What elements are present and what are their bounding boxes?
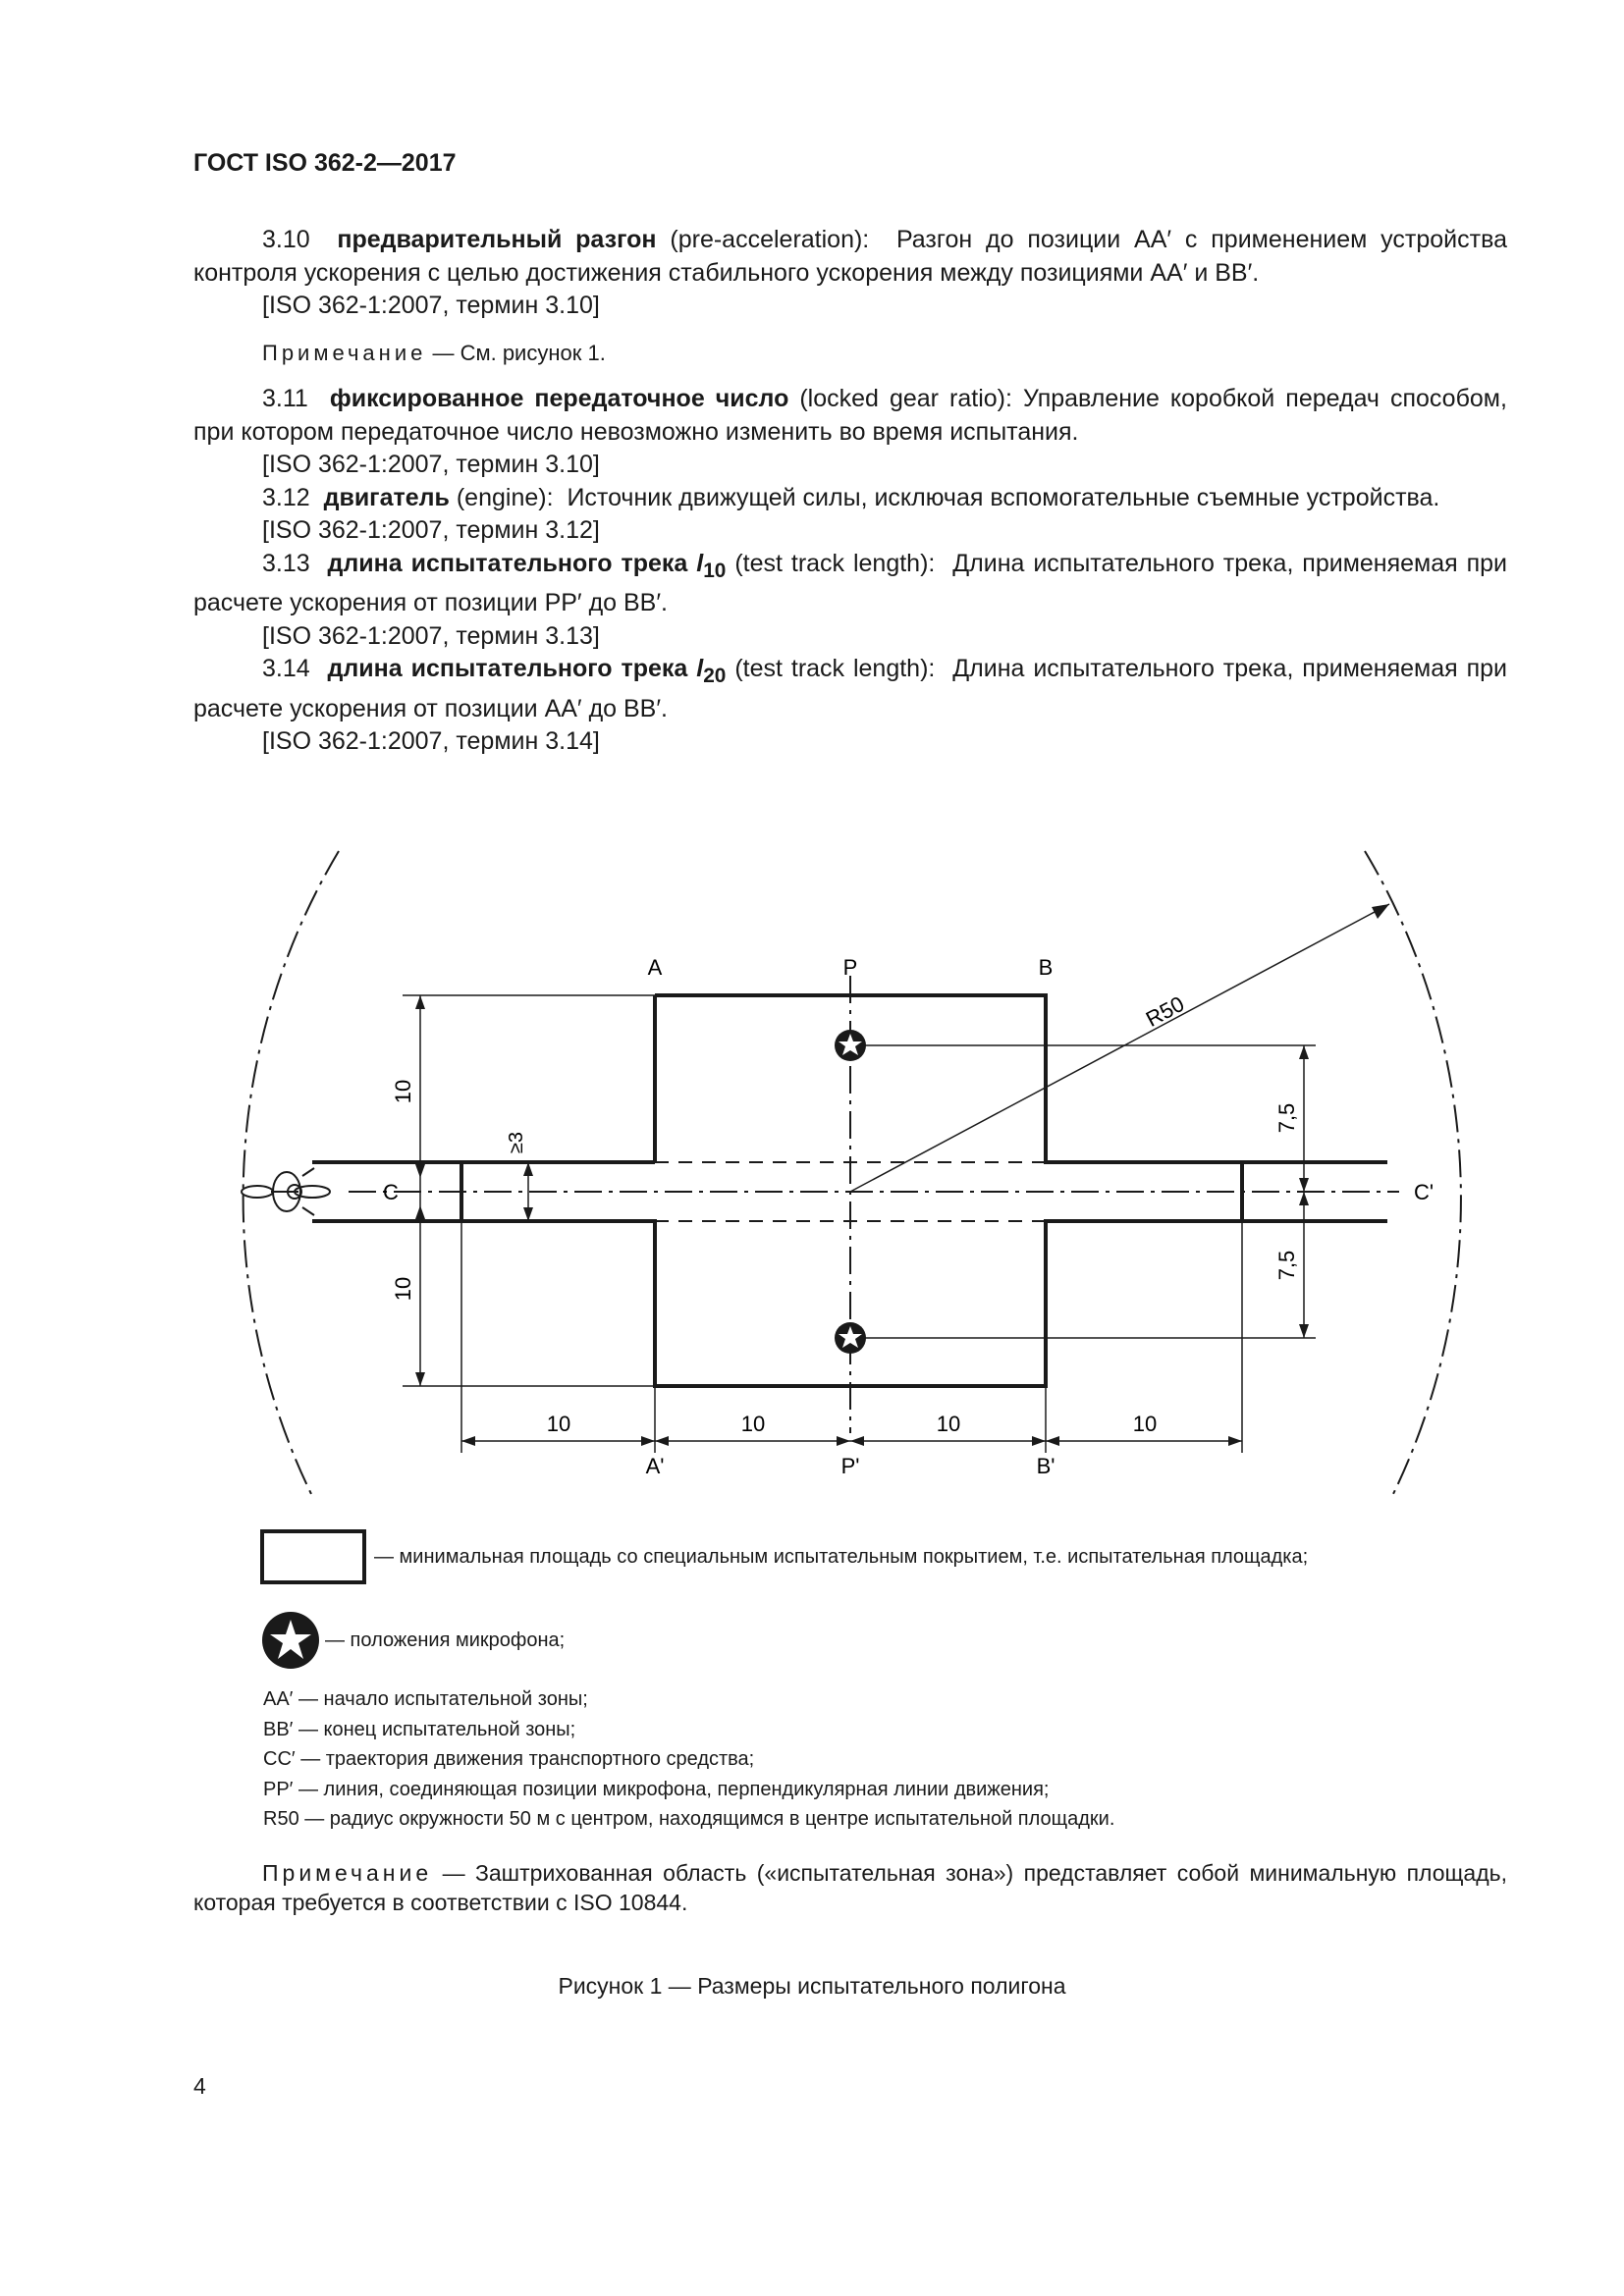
legend-area — [260, 1529, 1507, 1584]
dim-label: 10 — [740, 1412, 766, 1436]
term-name: двигатель — [323, 483, 450, 511]
term-name: фиксированное передаточное число — [329, 385, 789, 412]
term-definition: Длина испытательного трека, применяемая при расчете ускорения от позиции АА′ до ВВ′. — [193, 655, 1508, 722]
label-p-prime: P' — [840, 1454, 860, 1478]
label-a: A — [647, 955, 663, 980]
page-number: 4 — [193, 2073, 206, 2099]
legend-aa: АА′ — начало испытательной зоны; — [263, 1688, 588, 1710]
dim-label: 10 — [1132, 1412, 1158, 1436]
term-name: предварительный разгон — [337, 226, 657, 253]
term-source: [ISO 362-1:2007, термин 3.10] — [262, 451, 600, 478]
arrowhead — [1299, 1324, 1309, 1338]
term-number: 3.10 — [262, 226, 310, 253]
term-english: (test track length): — [734, 655, 936, 682]
note-label: Примечание — [262, 1860, 433, 1886]
term-subscript: 20 — [703, 665, 727, 687]
microphone-icon — [835, 1030, 866, 1061]
legend-mic — [260, 1610, 1507, 1671]
arrowhead — [415, 1205, 425, 1219]
dim-label: 10 — [546, 1412, 571, 1436]
arrowhead — [655, 1436, 669, 1446]
microphone-icon — [835, 1322, 866, 1354]
term-definition: Разгон до позиции АА′ с применением устройства контроля ускорения с целью достижения стабильного ускорения между позициями АА′ и ВВ′. — [193, 226, 1507, 287]
term-source: [ISO 362-1:2007, термин 3.12] — [262, 516, 600, 544]
arrowhead — [523, 1162, 533, 1176]
dim-label: 10 — [936, 1412, 961, 1436]
term-symbol: l — [696, 549, 704, 577]
figure-note — [193, 1858, 1507, 1917]
term-symbol: l — [696, 655, 704, 682]
term-definition: Управление коробкой передач способом, при котором передаточное число невозможно изменить во время испытания. — [193, 385, 1507, 446]
test-area-swatch — [260, 1529, 366, 1584]
label-a-prime: A' — [645, 1454, 665, 1478]
r50-arc-right — [1365, 851, 1461, 1496]
term-3-13 — [193, 548, 1507, 620]
term-english: (locked gear ratio): — [799, 385, 1012, 412]
term-number: 3.11 — [262, 385, 308, 412]
term-source: [ISO 362-1:2007, термин 3.13] — [262, 621, 600, 650]
note-1 — [193, 337, 1507, 370]
page-header: ГОСТ ISO 362-2—2017 — [193, 149, 457, 177]
term-number: 3.13 — [262, 549, 310, 577]
note-label: Примечание — [262, 340, 427, 365]
term-source: [ISO 362-1:2007, термин 3.10] — [262, 292, 600, 319]
term-3-12 — [193, 482, 1507, 515]
dim-label: 10 — [391, 1079, 415, 1104]
arrowhead — [1299, 1045, 1309, 1059]
arrowhead — [1299, 1192, 1309, 1205]
label-c-prime: C' — [1413, 1180, 1435, 1204]
label-r50: R50 — [1141, 990, 1189, 1032]
term-name: длина испытательного трека — [327, 655, 688, 682]
legend-area-text: — минимальная площадь со специальным испытательным покрытием, т.е. испытательная площадка; — [374, 1545, 1309, 1568]
arrowhead — [523, 1207, 533, 1221]
legend-mic-text: — положения микрофона; — [325, 1629, 566, 1651]
legend-list — [263, 1684, 1114, 1835]
term-number: 3.14 — [262, 655, 310, 682]
arrowhead — [461, 1436, 475, 1446]
arrowhead — [415, 1164, 425, 1178]
arrowhead — [415, 1372, 425, 1386]
dim-label: 7,5 — [1274, 1102, 1299, 1134]
term-english: (engine): — [456, 483, 554, 511]
arrowhead — [850, 1436, 864, 1446]
note-text: — Заштрихованная область («испытательная зона») представляет собой минимальную площадь, которая требуется в соответствии с ISO 10844. — [193, 1860, 1508, 1915]
term-source: [ISO 362-1:2007, термин 3.14] — [262, 727, 600, 755]
label-c: C — [383, 1180, 399, 1204]
label-b-prime: B' — [1036, 1454, 1056, 1478]
r50-radius — [850, 904, 1389, 1192]
arrowhead — [415, 995, 425, 1009]
term-name: длина испытательного трека — [327, 549, 688, 577]
motorcycle-icon — [242, 1168, 330, 1215]
document-body — [193, 224, 1507, 759]
term-definition: Длина испытательного трека, применяемая при расчете ускорения от позиции РР′ до ВВ′. — [193, 549, 1508, 616]
legend-cc: СС′ — траектория движения транспортного средства; — [263, 1748, 755, 1770]
arrowhead — [641, 1436, 655, 1446]
arrowhead — [1046, 1436, 1059, 1446]
dim-label: 7,5 — [1274, 1250, 1299, 1281]
dim-label: 10 — [391, 1276, 415, 1302]
arrowhead — [837, 1436, 850, 1446]
label-p: P — [842, 955, 858, 980]
term-english: (pre-acceleration): — [670, 226, 870, 253]
figure-caption: Рисунок 1 — Размеры испытательного полигона — [558, 1973, 1066, 1999]
arrowhead — [1299, 1178, 1309, 1192]
dim-label: ≥3 — [506, 1131, 527, 1154]
microphone-icon — [260, 1610, 321, 1671]
term-3-10 — [193, 224, 1507, 290]
arrowhead — [1372, 904, 1389, 919]
term-number: 3.12 — [262, 483, 310, 511]
note-text: — См. рисунок 1. — [432, 340, 606, 365]
arrowhead — [1228, 1436, 1242, 1446]
legend-pp: РР′ — линия, соединяющая позиции микрофона, перпендикулярная линии движения; — [263, 1778, 1050, 1800]
term-3-14 — [193, 653, 1507, 725]
label-b: B — [1038, 955, 1054, 980]
term-subscript: 10 — [703, 559, 727, 582]
arrowhead — [1032, 1436, 1046, 1446]
term-english: (test track length): — [734, 549, 936, 577]
test-site-drawing — [0, 844, 1624, 1512]
term-definition: Источник движущей силы, исключая вспомогательные съемные устройства. — [567, 483, 1440, 511]
legend-r50: R50 — радиус окружности 50 м с центром, находящимся в центре испытательной площадки. — [263, 1808, 1115, 1830]
legend-bb: ВВ′ — конец испытательной зоны; — [263, 1718, 576, 1740]
term-3-11 — [193, 383, 1507, 449]
